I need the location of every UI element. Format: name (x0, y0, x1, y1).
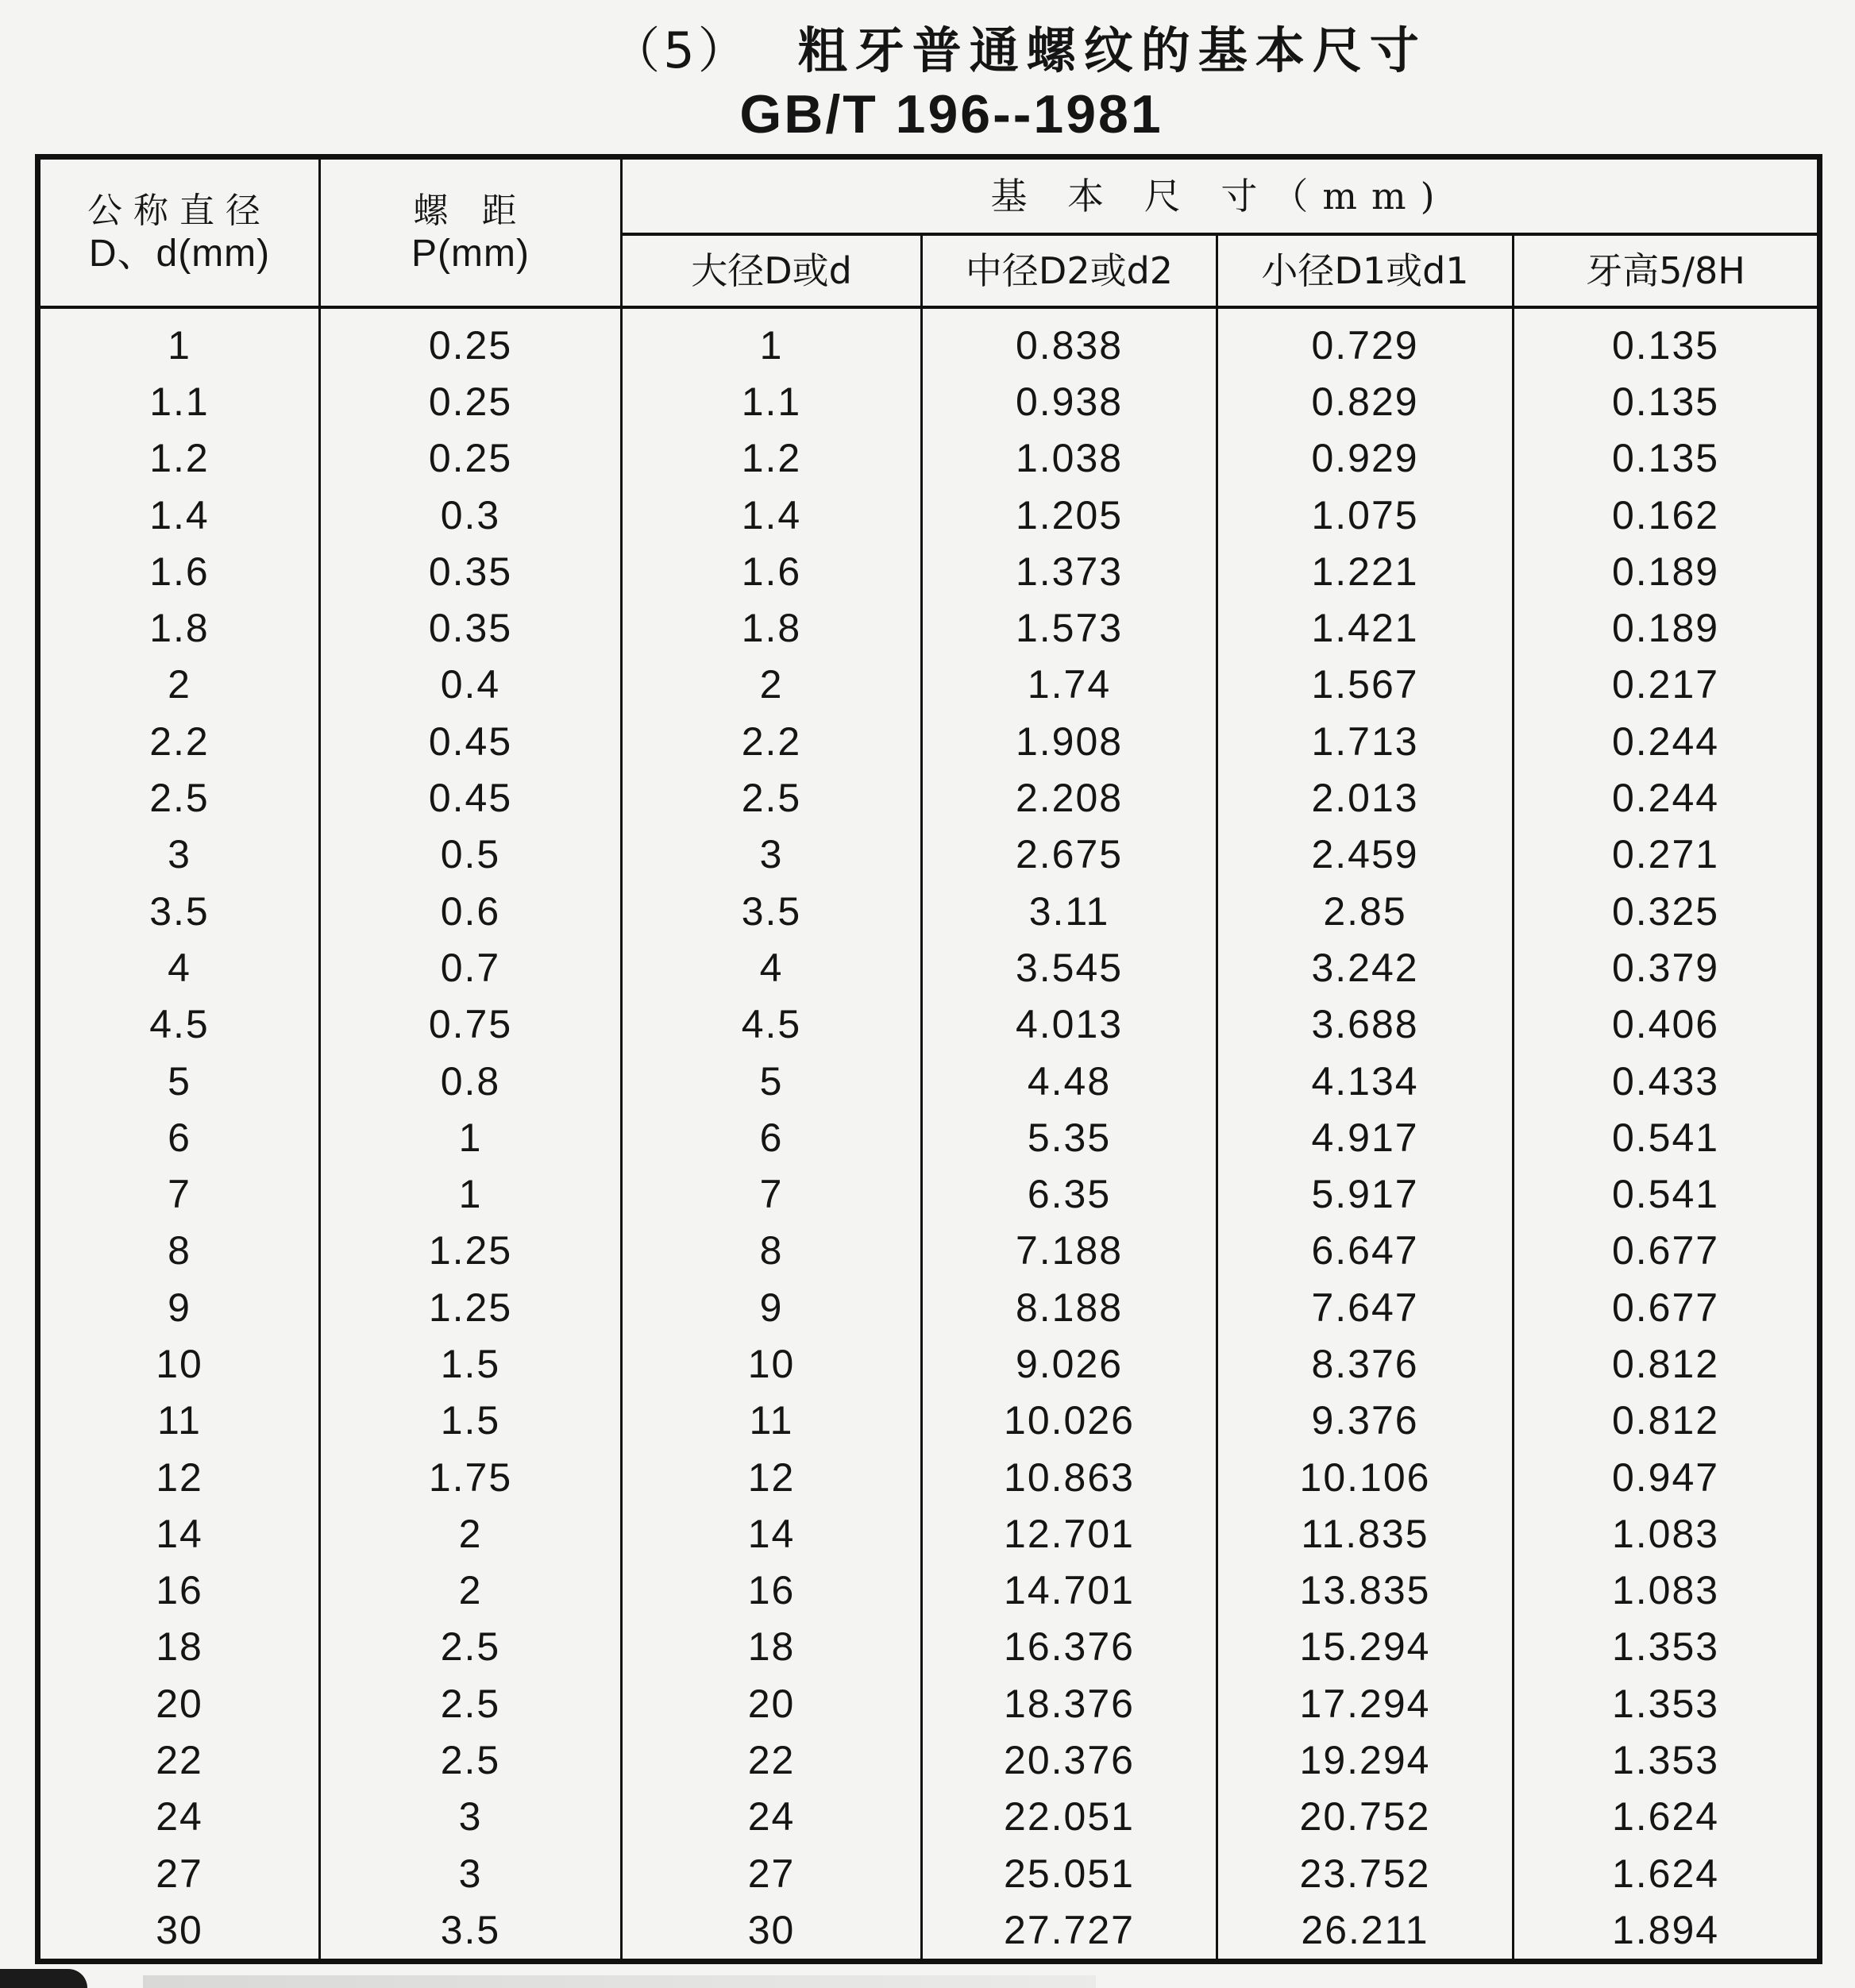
header-pitch-en: P(mm) (411, 233, 530, 275)
header-pitch (320, 157, 622, 308)
cell-thread-height: 0.379 (1514, 939, 1820, 996)
cell-major-diameter: 1.6 (622, 543, 922, 599)
cell-nominal-diameter: 10 (38, 1335, 320, 1392)
table-row (38, 713, 1820, 769)
cell-pitch-diameter: 8.188 (922, 1279, 1217, 1335)
header-nominal-diameter-zh: 公称直径 (87, 191, 272, 231)
cell-major-diameter: 9 (622, 1279, 922, 1335)
cell-minor-diameter: 15.294 (1217, 1619, 1514, 1675)
header-nominal-diameter (38, 157, 320, 308)
table-row (38, 599, 1820, 656)
cell-minor-diameter: 23.752 (1217, 1845, 1514, 1901)
table-body (38, 307, 1820, 1961)
cell-pitch-diameter: 18.376 (922, 1675, 1217, 1732)
cell-major-diameter: 12 (622, 1449, 922, 1505)
cell-minor-diameter: 5.917 (1217, 1165, 1514, 1222)
cell-pitch: 0.45 (320, 713, 622, 769)
cell-pitch: 1.75 (320, 1449, 622, 1505)
cell-nominal-diameter: 9 (38, 1279, 320, 1335)
cell-nominal-diameter: 11 (38, 1393, 320, 1449)
table-row (38, 1562, 1820, 1619)
cell-pitch: 1.5 (320, 1393, 622, 1449)
cell-minor-diameter: 1.567 (1217, 657, 1514, 713)
cell-pitch-diameter: 3.11 (922, 883, 1217, 939)
table-row (38, 1393, 1820, 1449)
cell-major-diameter: 2.2 (622, 713, 922, 769)
page-title (0, 17, 1855, 144)
table-row (38, 939, 1820, 996)
cell-nominal-diameter: 3 (38, 826, 320, 883)
table-title-text: 粗牙普通螺纹的基本尺寸 (797, 21, 1427, 79)
standard-code: GB/T 196--1981 (739, 84, 1163, 144)
table-row (38, 883, 1820, 939)
cell-minor-diameter: 0.829 (1217, 373, 1514, 430)
cell-pitch-diameter: 5.35 (922, 1109, 1217, 1165)
cell-nominal-diameter: 1.1 (38, 373, 320, 430)
table-row (38, 826, 1820, 883)
table-row (38, 1505, 1820, 1562)
cell-nominal-diameter: 2 (38, 657, 320, 713)
cell-minor-diameter: 20.752 (1217, 1789, 1514, 1845)
cell-major-diameter: 1.1 (622, 373, 922, 430)
cell-thread-height: 0.162 (1514, 487, 1820, 543)
cell-pitch-diameter: 6.35 (922, 1165, 1217, 1222)
cell-pitch-diameter: 1.908 (922, 713, 1217, 769)
thread-dimensions-table (35, 154, 1822, 1964)
cell-thread-height: 0.135 (1514, 307, 1820, 373)
cell-nominal-diameter: 22 (38, 1732, 320, 1788)
cell-nominal-diameter: 1.4 (38, 487, 320, 543)
table-row (38, 1732, 1820, 1788)
cell-nominal-diameter: 20 (38, 1675, 320, 1732)
cell-thread-height: 0.541 (1514, 1165, 1820, 1222)
cell-minor-diameter: 9.376 (1217, 1393, 1514, 1449)
cell-major-diameter: 11 (622, 1393, 922, 1449)
cell-nominal-diameter: 7 (38, 1165, 320, 1222)
header-basic-dimensions: 基 本 尺 寸（mm) (622, 157, 1820, 235)
cell-pitch-diameter: 27.727 (922, 1901, 1217, 1961)
cell-nominal-diameter: 30 (38, 1901, 320, 1961)
cell-pitch: 0.35 (320, 543, 622, 599)
cell-major-diameter: 1.4 (622, 487, 922, 543)
cell-minor-diameter: 7.647 (1217, 1279, 1514, 1335)
cell-nominal-diameter: 14 (38, 1505, 320, 1562)
cell-major-diameter: 1.8 (622, 599, 922, 656)
cell-pitch-diameter: 4.013 (922, 996, 1217, 1053)
cell-major-diameter: 18 (622, 1619, 922, 1675)
cell-thread-height: 0.244 (1514, 769, 1820, 826)
cell-pitch: 1 (320, 1109, 622, 1165)
cell-thread-height: 0.325 (1514, 883, 1820, 939)
cell-major-diameter: 22 (622, 1732, 922, 1788)
table-row (38, 1449, 1820, 1505)
cell-pitch-diameter: 1.038 (922, 430, 1217, 487)
table-row (38, 1619, 1820, 1675)
cell-pitch-diameter: 1.205 (922, 487, 1217, 543)
cell-minor-diameter: 17.294 (1217, 1675, 1514, 1732)
cell-minor-diameter: 4.134 (1217, 1053, 1514, 1109)
header-pitch-zh: 螺 距 (413, 191, 528, 231)
table-row (38, 1335, 1820, 1392)
cell-pitch: 0.35 (320, 599, 622, 656)
cell-nominal-diameter: 12 (38, 1449, 320, 1505)
cell-pitch-diameter: 1.373 (922, 543, 1217, 599)
table-row (38, 769, 1820, 826)
cell-thread-height: 1.353 (1514, 1675, 1820, 1732)
cell-minor-diameter: 10.106 (1217, 1449, 1514, 1505)
table-row (38, 1279, 1820, 1335)
cell-pitch-diameter: 12.701 (922, 1505, 1217, 1562)
cell-pitch: 0.3 (320, 487, 622, 543)
cell-minor-diameter: 0.729 (1217, 307, 1514, 373)
cell-thread-height: 0.406 (1514, 996, 1820, 1053)
header-pitch-diameter: 中径D2或d2 (922, 234, 1217, 307)
cell-nominal-diameter: 1 (38, 307, 320, 373)
header-minor-diameter: 小径D1或d1 (1217, 234, 1514, 307)
cell-pitch-diameter: 10.863 (922, 1449, 1217, 1505)
table-row (38, 1845, 1820, 1901)
cell-major-diameter: 8 (622, 1223, 922, 1279)
cell-pitch-diameter: 1.74 (922, 657, 1217, 713)
cell-thread-height: 1.894 (1514, 1901, 1820, 1961)
cell-major-diameter: 27 (622, 1845, 922, 1901)
cell-pitch-diameter: 2.208 (922, 769, 1217, 826)
scan-smudge (143, 1975, 1096, 1988)
cell-pitch: 0.5 (320, 826, 622, 883)
cell-pitch: 2 (320, 1562, 622, 1619)
cell-pitch: 0.25 (320, 430, 622, 487)
cell-minor-diameter: 4.917 (1217, 1109, 1514, 1165)
cell-thread-height: 0.541 (1514, 1109, 1820, 1165)
table-row (38, 1109, 1820, 1165)
cell-pitch-diameter: 0.838 (922, 307, 1217, 373)
cell-pitch-diameter: 20.376 (922, 1732, 1217, 1788)
cell-pitch: 0.8 (320, 1053, 622, 1109)
cell-minor-diameter: 3.242 (1217, 939, 1514, 996)
cell-major-diameter: 7 (622, 1165, 922, 1222)
table-number: （5） (611, 21, 750, 79)
cell-nominal-diameter: 1.2 (38, 430, 320, 487)
cell-nominal-diameter: 4.5 (38, 996, 320, 1053)
table-row (38, 1223, 1820, 1279)
cell-major-diameter: 3 (622, 826, 922, 883)
table-header (38, 157, 1820, 308)
cell-pitch: 2.5 (320, 1619, 622, 1675)
cell-pitch-diameter: 25.051 (922, 1845, 1217, 1901)
cell-thread-height: 0.189 (1514, 543, 1820, 599)
cell-thread-height: 0.271 (1514, 826, 1820, 883)
cell-major-diameter: 4.5 (622, 996, 922, 1053)
cell-thread-height: 1.624 (1514, 1845, 1820, 1901)
cell-thread-height: 0.135 (1514, 373, 1820, 430)
cell-thread-height: 1.624 (1514, 1789, 1820, 1845)
cell-minor-diameter: 2.85 (1217, 883, 1514, 939)
cell-pitch: 0.45 (320, 769, 622, 826)
cell-major-diameter: 4 (622, 939, 922, 996)
cell-major-diameter: 6 (622, 1109, 922, 1165)
cell-pitch: 0.25 (320, 373, 622, 430)
cell-nominal-diameter: 27 (38, 1845, 320, 1901)
cell-minor-diameter: 1.421 (1217, 599, 1514, 656)
cell-minor-diameter: 2.459 (1217, 826, 1514, 883)
cell-minor-diameter: 26.211 (1217, 1901, 1514, 1961)
cell-nominal-diameter: 2.2 (38, 713, 320, 769)
table-row (38, 543, 1820, 599)
cell-thread-height: 0.217 (1514, 657, 1820, 713)
cell-minor-diameter: 6.647 (1217, 1223, 1514, 1279)
cell-pitch-diameter: 1.573 (922, 599, 1217, 656)
cell-pitch: 1.25 (320, 1223, 622, 1279)
table-row (38, 307, 1820, 373)
cell-major-diameter: 24 (622, 1789, 922, 1845)
cell-pitch-diameter: 7.188 (922, 1223, 1217, 1279)
header-major-diameter: 大径D或d (622, 234, 922, 307)
table-row (38, 430, 1820, 487)
cell-pitch-diameter: 0.938 (922, 373, 1217, 430)
cell-pitch: 0.25 (320, 307, 622, 373)
table-title (183, 17, 1855, 84)
cell-major-diameter: 10 (622, 1335, 922, 1392)
cell-pitch: 0.7 (320, 939, 622, 996)
table-row (38, 487, 1820, 543)
cell-pitch: 1.25 (320, 1279, 622, 1335)
cell-nominal-diameter: 16 (38, 1562, 320, 1619)
cell-nominal-diameter: 24 (38, 1789, 320, 1845)
cell-pitch: 3 (320, 1789, 622, 1845)
cell-major-diameter: 30 (622, 1901, 922, 1961)
cell-minor-diameter: 19.294 (1217, 1732, 1514, 1788)
cell-pitch-diameter: 3.545 (922, 939, 1217, 996)
cell-thread-height: 0.947 (1514, 1449, 1820, 1505)
cell-thread-height: 0.677 (1514, 1223, 1820, 1279)
cell-minor-diameter: 0.929 (1217, 430, 1514, 487)
cell-nominal-diameter: 5 (38, 1053, 320, 1109)
cell-pitch-diameter: 2.675 (922, 826, 1217, 883)
cell-thread-height: 1.083 (1514, 1505, 1820, 1562)
cell-pitch-diameter: 9.026 (922, 1335, 1217, 1392)
cell-minor-diameter: 1.221 (1217, 543, 1514, 599)
cell-major-diameter: 20 (622, 1675, 922, 1732)
cell-pitch: 1.5 (320, 1335, 622, 1392)
cell-pitch: 1 (320, 1165, 622, 1222)
cell-thread-height: 0.244 (1514, 713, 1820, 769)
cell-major-diameter: 3.5 (622, 883, 922, 939)
cell-major-diameter: 1 (622, 307, 922, 373)
cell-major-diameter: 14 (622, 1505, 922, 1562)
cell-pitch: 3 (320, 1845, 622, 1901)
cell-nominal-diameter: 4 (38, 939, 320, 996)
cell-nominal-diameter: 3.5 (38, 883, 320, 939)
cell-major-diameter: 1.2 (622, 430, 922, 487)
header-thread-height: 牙高5/8H (1514, 234, 1820, 307)
cell-pitch-diameter: 16.376 (922, 1619, 1217, 1675)
cell-major-diameter: 2.5 (622, 769, 922, 826)
cell-major-diameter: 2 (622, 657, 922, 713)
scan-edge-mark (0, 1969, 87, 1988)
table-row (38, 996, 1820, 1053)
cell-thread-height: 0.677 (1514, 1279, 1820, 1335)
cell-thread-height: 0.812 (1514, 1335, 1820, 1392)
cell-pitch: 0.6 (320, 883, 622, 939)
cell-nominal-diameter: 8 (38, 1223, 320, 1279)
cell-pitch: 3.5 (320, 1901, 622, 1961)
cell-major-diameter: 16 (622, 1562, 922, 1619)
cell-minor-diameter: 13.835 (1217, 1562, 1514, 1619)
cell-minor-diameter: 3.688 (1217, 996, 1514, 1053)
table-row (38, 373, 1820, 430)
cell-pitch: 0.4 (320, 657, 622, 713)
cell-thread-height: 1.353 (1514, 1619, 1820, 1675)
cell-thread-height: 1.353 (1514, 1732, 1820, 1788)
cell-nominal-diameter: 1.6 (38, 543, 320, 599)
cell-nominal-diameter: 6 (38, 1109, 320, 1165)
cell-pitch: 2.5 (320, 1732, 622, 1788)
table-row (38, 1053, 1820, 1109)
cell-nominal-diameter: 2.5 (38, 769, 320, 826)
cell-major-diameter: 5 (622, 1053, 922, 1109)
cell-minor-diameter: 1.075 (1217, 487, 1514, 543)
cell-minor-diameter: 1.713 (1217, 713, 1514, 769)
table-row (38, 1789, 1820, 1845)
cell-thread-height: 0.135 (1514, 430, 1820, 487)
cell-thread-height: 0.189 (1514, 599, 1820, 656)
table-row (38, 1901, 1820, 1961)
header-nominal-diameter-en: D、d(mm) (88, 233, 271, 275)
cell-thread-height: 1.083 (1514, 1562, 1820, 1619)
cell-nominal-diameter: 18 (38, 1619, 320, 1675)
cell-pitch-diameter: 14.701 (922, 1562, 1217, 1619)
table-row (38, 1165, 1820, 1222)
cell-minor-diameter: 11.835 (1217, 1505, 1514, 1562)
cell-minor-diameter: 2.013 (1217, 769, 1514, 826)
cell-pitch-diameter: 4.48 (922, 1053, 1217, 1109)
cell-pitch: 0.75 (320, 996, 622, 1053)
cell-pitch-diameter: 22.051 (922, 1789, 1217, 1845)
table-row (38, 1675, 1820, 1732)
cell-thread-height: 0.433 (1514, 1053, 1820, 1109)
cell-pitch: 2.5 (320, 1675, 622, 1732)
cell-nominal-diameter: 1.8 (38, 599, 320, 656)
cell-pitch: 2 (320, 1505, 622, 1562)
cell-thread-height: 0.812 (1514, 1393, 1820, 1449)
cell-pitch-diameter: 10.026 (922, 1393, 1217, 1449)
table-row (38, 657, 1820, 713)
cell-minor-diameter: 8.376 (1217, 1335, 1514, 1392)
